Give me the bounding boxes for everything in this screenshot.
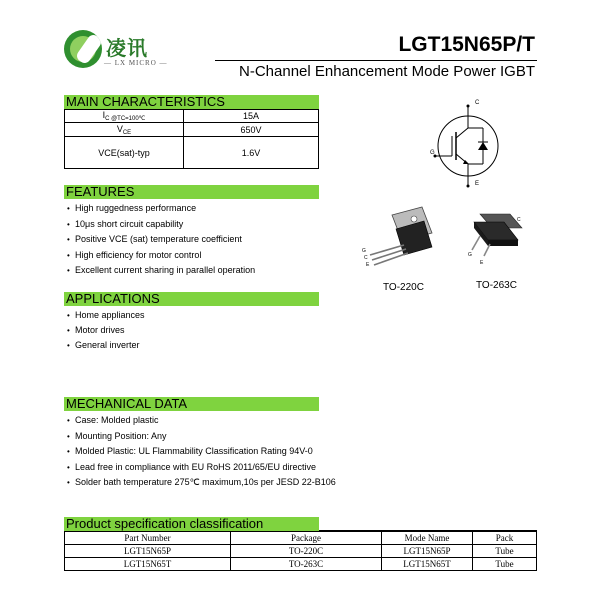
list-item: • Motor drives [64, 323, 145, 338]
logo-mark-icon [64, 30, 102, 68]
list-item: • Positive VCE (sat) temperature coefficient [64, 232, 255, 248]
list-item: • Home appliances [64, 308, 145, 323]
list-item: • Molded Plastic: UL Flammability Classification Rating 94V-0 [64, 444, 336, 460]
value-cell: 1.6V [184, 137, 319, 169]
features-header: FEATURES [64, 185, 319, 199]
to263-pin-g: G [468, 252, 472, 258]
device-subtitle: N-Channel Enhancement Mode Power IGBT [239, 63, 535, 80]
to263-label: TO-263C [476, 280, 517, 291]
features-list [64, 201, 255, 279]
symbol-e-label: E [475, 181, 480, 187]
to220-pin-c: C [364, 255, 368, 261]
table-cell: LGT15N65P [382, 545, 473, 558]
company-logo [64, 28, 214, 84]
product-spec-table [64, 531, 537, 571]
list-item: • High efficiency for motor control [64, 248, 255, 264]
list-item: • Excellent current sharing in parallel operation [64, 263, 255, 279]
list-item: • High ruggedness performance [64, 201, 255, 217]
logo-chinese-text: 凌讯 [106, 36, 148, 60]
table-cell: LGT15N65T [65, 558, 231, 571]
to220-label: TO-220C [383, 282, 424, 293]
table-row [65, 137, 319, 169]
symbol-g-label: G [430, 150, 435, 156]
table-row [65, 110, 319, 123]
to263-pin-c: C [517, 217, 521, 223]
to263-pin-e: E [480, 260, 484, 266]
param-cell [65, 110, 184, 123]
column-header: Pack [473, 532, 537, 545]
header-divider [215, 60, 537, 61]
list-item: • Lead free in compliance with EU RoHS 2011/65/EU directive [64, 460, 336, 476]
table-cell: LGT15N65T [382, 558, 473, 571]
table-cell: Tube [473, 558, 537, 571]
part-number-title: LGT15N65P/T [398, 33, 535, 56]
param-cell [65, 123, 184, 137]
to220-pin-g: G [362, 248, 366, 254]
main-characteristics-header: MAIN CHARACTERISTICS [64, 95, 319, 109]
column-header: Mode Name [382, 532, 473, 545]
param-cell: VCE(sat)-typ [65, 137, 184, 169]
list-item: • General inverter [64, 338, 145, 353]
table-cell: TO-220C [231, 545, 382, 558]
list-item: • Mounting Position: Any [64, 429, 336, 445]
list-item: • 10μs short circuit capability [64, 217, 255, 233]
column-header: Part Number [65, 532, 231, 545]
table-row [65, 558, 537, 571]
table-header-row [65, 532, 537, 545]
table-row [65, 123, 319, 137]
logo-english-text: — LX MICRO — [104, 59, 168, 67]
to220-pin-e: E [366, 262, 370, 268]
igbt-symbol-icon [425, 98, 505, 193]
symbol-c-label: C [475, 100, 480, 106]
value-cell: 15A [184, 110, 319, 123]
table-row [65, 545, 537, 558]
table-cell: LGT15N65P [65, 545, 231, 558]
mechanical-data-header: MECHANICAL DATA [64, 397, 319, 411]
applications-list [64, 308, 145, 353]
mechanical-list [64, 413, 336, 491]
table-cell: Tube [473, 545, 537, 558]
param-main: I [102, 110, 106, 120]
value-cell: 650V [184, 123, 319, 137]
param-main: V [116, 123, 123, 134]
column-header: Package [231, 532, 382, 545]
applications-header: APPLICATIONS [64, 292, 319, 306]
table-cell: TO-263C [231, 558, 382, 571]
param-sub: C @TC=100℃ [105, 116, 146, 122]
list-item: • Solder bath temperature 275℃ maximum,10s per JESD 22-B106 [64, 475, 336, 491]
list-item: • Case: Molded plastic [64, 413, 336, 429]
product-spec-header: Product specification classification [64, 517, 319, 531]
param-sub: CE [122, 129, 132, 136]
main-characteristics-table [64, 109, 319, 169]
